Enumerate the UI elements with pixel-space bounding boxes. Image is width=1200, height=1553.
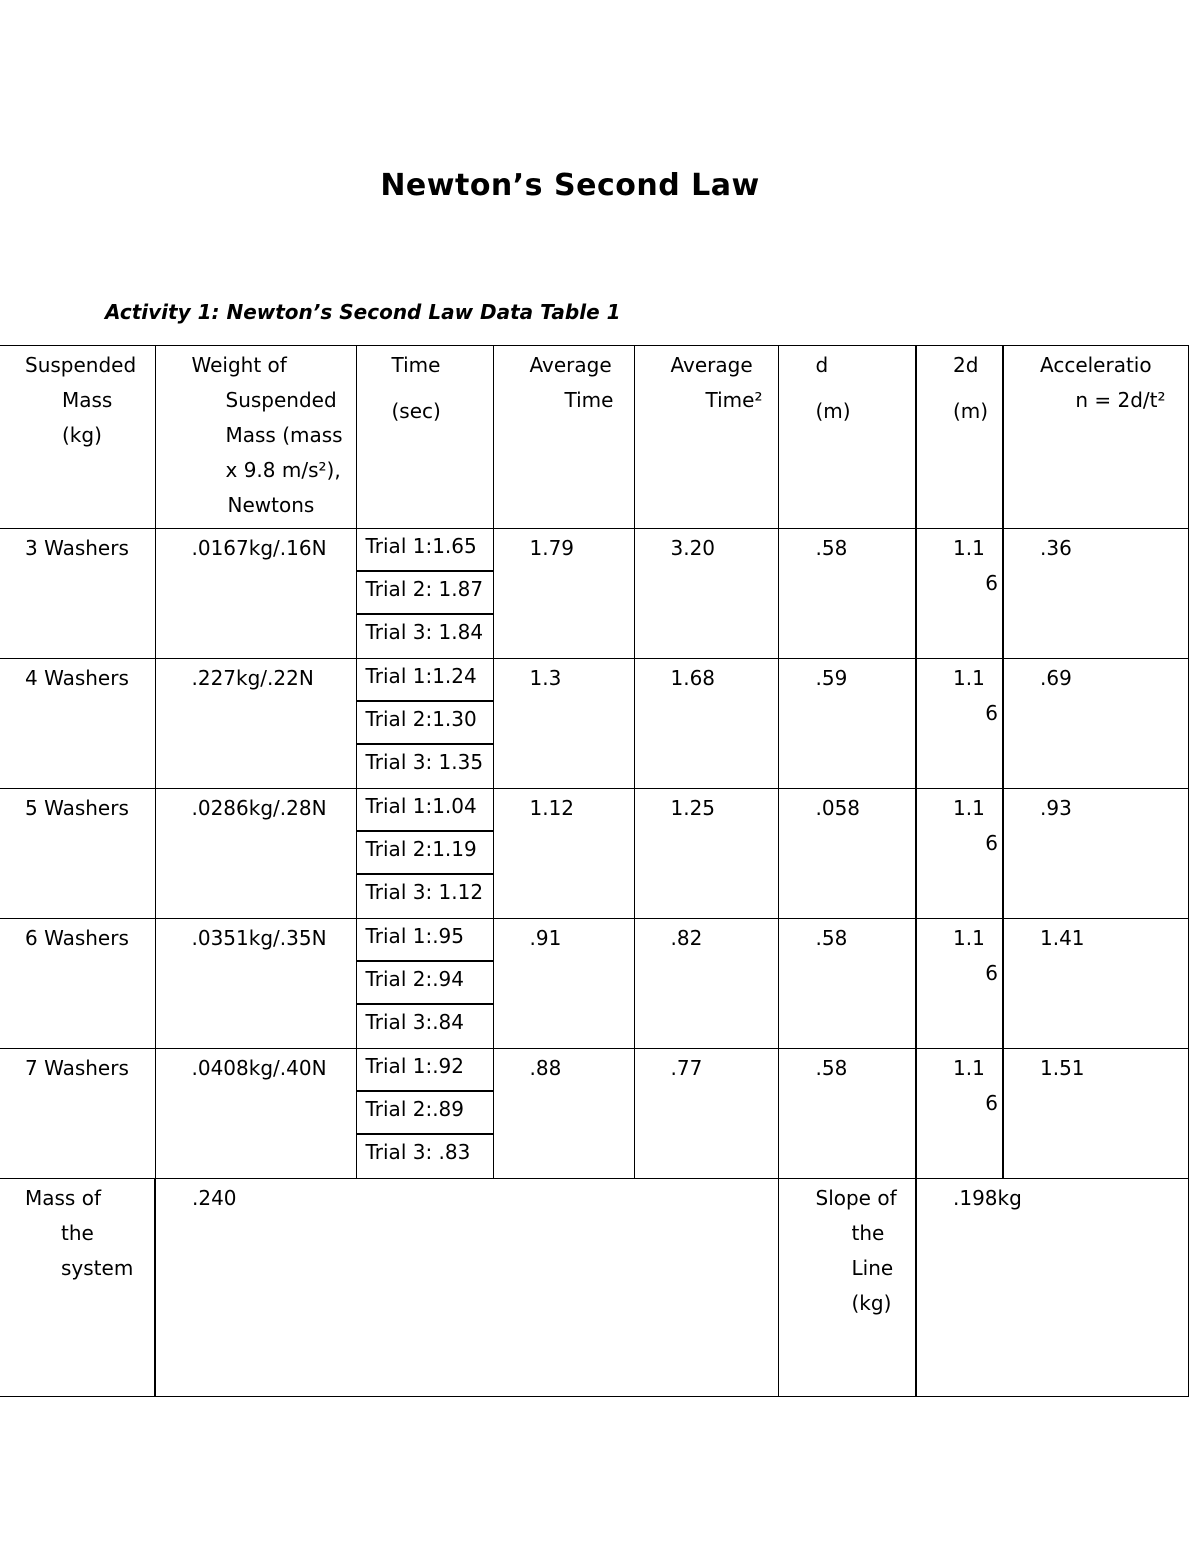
cell-2d: 1.1 6 <box>916 919 1003 1049</box>
trial-value: Trial 2:1.19 <box>357 832 493 875</box>
header-2d <box>916 346 1003 529</box>
header-acceleration <box>1003 346 1188 529</box>
cell-average-time-squared: .82 <box>634 919 778 1049</box>
cell-average-time: .91 <box>493 919 634 1049</box>
cell-trials <box>356 529 493 659</box>
cell-weight: .0286kg/.28N <box>155 789 356 919</box>
cell-weight: .227kg/.22N <box>155 659 356 789</box>
cell-trials <box>356 1049 493 1179</box>
header-time <box>356 346 493 529</box>
trial-value: Trial 2: 1.87 <box>357 572 493 615</box>
header-d <box>778 346 916 529</box>
cell-mass-of-system-value: .240 <box>155 1179 778 1397</box>
cell-2d: 1.1 6 <box>916 529 1003 659</box>
header-line: Time <box>391 353 441 377</box>
cell-average-time: 1.79 <box>493 529 634 659</box>
cell-weight: .0351kg/.35N <box>155 919 356 1049</box>
header-average-time <box>493 346 634 529</box>
cell-mass: 3 Washers <box>0 529 155 659</box>
cell-slope-label: Slope of the Line (kg) <box>778 1179 916 1397</box>
header-line: Newtons <box>227 493 315 517</box>
trial-value: Trial 1:1.24 <box>357 659 493 702</box>
cell-average-time: 1.12 <box>493 789 634 919</box>
cell-2d: 1.1 6 <box>916 1049 1003 1179</box>
cell-d: .058 <box>778 789 916 919</box>
table-row <box>0 789 1188 919</box>
cell-d: .59 <box>778 659 916 789</box>
cell-average-time-squared: 3.20 <box>634 529 778 659</box>
cell-mass: 5 Washers <box>0 789 155 919</box>
cell-average-time-squared: 1.68 <box>634 659 778 789</box>
cell-average-time: 1.3 <box>493 659 634 789</box>
cell-mass: 6 Washers <box>0 919 155 1049</box>
header-line: 2d <box>953 353 979 377</box>
header-line: n = 2d/t² <box>1075 388 1166 412</box>
header-line: Average <box>529 353 612 377</box>
header-line: Time <box>564 388 614 412</box>
trial-value: Trial 2:1.30 <box>357 702 493 745</box>
trial-value: Trial 3: .83 <box>365 1140 471 1164</box>
cell-average-time-squared: .77 <box>634 1049 778 1179</box>
header-line: Average <box>670 353 753 377</box>
cell-acceleration: 1.51 <box>1003 1049 1188 1179</box>
cell-trials <box>356 659 493 789</box>
table-row <box>0 659 1188 789</box>
cell-d: .58 <box>778 529 916 659</box>
cell-acceleration: 1.41 <box>1003 919 1188 1049</box>
cell-acceleration: .36 <box>1003 529 1188 659</box>
cell-acceleration: .93 <box>1003 789 1188 919</box>
cell-acceleration: .69 <box>1003 659 1188 789</box>
data-table <box>0 345 1189 1397</box>
cell-weight: .0167kg/.16N <box>155 529 356 659</box>
trial-value: Trial 3: 1.12 <box>365 880 484 904</box>
page-title: Newton’s Second Law <box>380 168 760 203</box>
header-line: (m) <box>815 399 851 423</box>
header-row <box>0 346 1188 529</box>
cell-d: .58 <box>778 919 916 1049</box>
table-row <box>0 1049 1188 1179</box>
cell-2d: 1.1 6 <box>916 659 1003 789</box>
trial-value: Trial 2:.94 <box>357 962 493 1005</box>
cell-d: .58 <box>778 1049 916 1179</box>
header-line: Mass (mass <box>225 423 343 447</box>
trial-value: Trial 3: 1.35 <box>365 750 484 774</box>
trial-value: Trial 3: 1.84 <box>365 620 484 644</box>
trial-value: Trial 1:.95 <box>357 919 493 962</box>
header-line: Acceleratio <box>1040 353 1152 377</box>
header-line: d <box>815 353 829 377</box>
header-line: Mass <box>62 388 113 412</box>
table-row <box>0 529 1188 659</box>
cell-average-time-squared: 1.25 <box>634 789 778 919</box>
header-line: Suspended <box>225 388 337 412</box>
trial-value: Trial 1:.92 <box>357 1049 493 1092</box>
header-line: Suspended <box>25 353 137 377</box>
header-line: (m) <box>953 399 989 423</box>
footer-row <box>0 1179 1188 1397</box>
table-caption: Activity 1: Newton’s Second Law Data Table 1 <box>105 300 621 324</box>
cell-trials <box>356 789 493 919</box>
header-line: (sec) <box>391 399 441 423</box>
cell-mass-of-system-label: Mass of the system <box>0 1179 155 1397</box>
cell-slope-value: .198kg <box>916 1179 1188 1397</box>
trial-value: Trial 1:1.04 <box>357 789 493 832</box>
header-line: Weight of <box>191 353 287 377</box>
trial-value: Trial 2:.89 <box>357 1092 493 1135</box>
trial-value: Trial 3:.84 <box>365 1010 464 1034</box>
header-line: Time² <box>705 388 763 412</box>
header-line: x 9.8 m/s²), <box>225 458 341 482</box>
table-row <box>0 919 1188 1049</box>
cell-average-time: .88 <box>493 1049 634 1179</box>
header-average-time-squared <box>634 346 778 529</box>
cell-2d: 1.1 6 <box>916 789 1003 919</box>
trial-value: Trial 1:1.65 <box>357 529 493 572</box>
header-line: (kg) <box>62 423 102 447</box>
cell-mass: 4 Washers <box>0 659 155 789</box>
cell-mass: 7 Washers <box>0 1049 155 1179</box>
header-weight <box>155 346 356 529</box>
cell-trials <box>356 919 493 1049</box>
cell-weight: .0408kg/.40N <box>155 1049 356 1179</box>
header-mass <box>0 346 155 529</box>
